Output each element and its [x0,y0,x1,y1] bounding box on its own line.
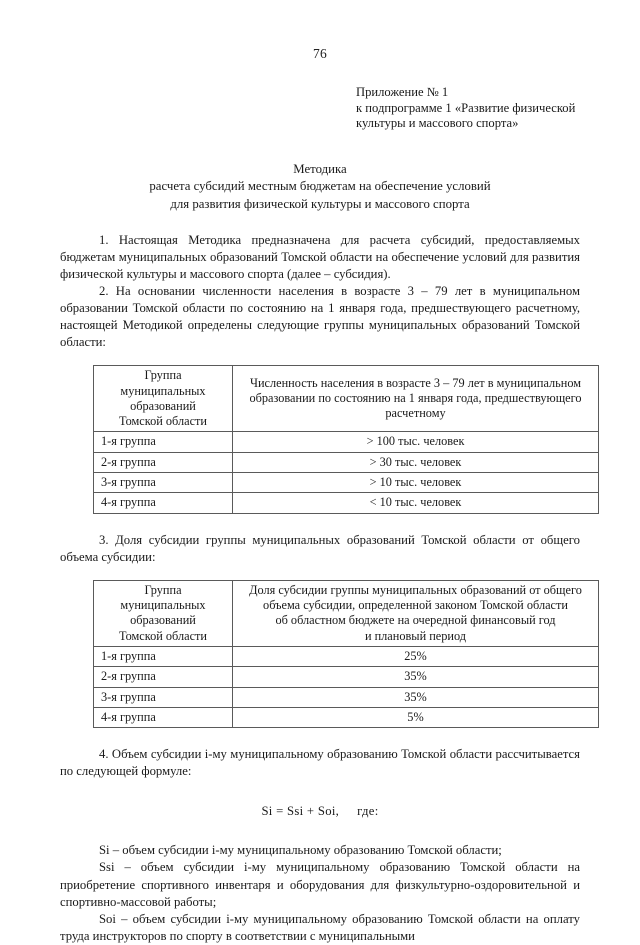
appendix-line-1: Приложение № 1 [356,85,449,99]
t1-row1-group: 1-я группа [94,432,233,452]
t2-h1-line-3: образований [130,613,196,628]
t1-row3-group: 3-я группа [94,473,233,493]
page-number: 76 [313,46,327,61]
table-2-wrapper [60,580,580,728]
formula-where-label: где: [357,804,379,819]
t1-h1-line-3: образований [130,398,196,413]
t2-row2-group: 2-я группа [94,667,233,687]
definition-si: Si – объем субсидии i-му муниципальному образованию Томской области; [99,843,502,858]
intro-paragraphs [60,232,580,352]
t1-h1-line-1: Группа [144,368,182,383]
appendix-reference-block [60,85,580,132]
t1-row4-group: 4-я группа [94,493,233,513]
formula-line [60,804,580,819]
t1-h2-line-1: Численность населения в возрасте 3 – 79 лет в муниципальном [249,375,582,390]
table-row [94,473,599,493]
table-row [94,687,599,707]
definition-ssi: Ssi – объем субсидии i-му муниципальному образованию Томской области на приобретение спортивного инвентаря и оборудования для физкультурно-оздоровительной и спортивно-массовой работы; [60,860,580,909]
table2-header-desc-cell [233,580,599,646]
title-line-2: расчета субсидий местным бюджетам на обеспечение условий [149,179,491,194]
t2-row1-group: 1-я группа [94,646,233,666]
t1-row1-value: > 100 тыс. человек [233,432,599,452]
table-row [94,432,599,452]
table-header-row [94,580,599,646]
formula-definitions [60,842,580,945]
paragraph-2: 2. На основании численности населения в возрасте 3 – 79 лет в муниципальном образовании Томской области по состоянию на 1 января года, предшествующего расчетному, настоящей Методикой определены следующие группы муниципальных образований Томской области: [60,283,580,350]
appendix-line-3: культуры и массового спорта» [356,116,519,131]
population-groups-table [93,365,599,513]
t1-h2-line-3: расчетному [385,406,446,421]
table2-header-group-cell [94,580,233,646]
t2-h2-line-2: объема субсидии, определенной законом Томской области [263,598,568,613]
t2-row1-value: 25% [233,646,599,666]
t1-row3-value: > 10 тыс. человек [233,473,599,493]
table1-header-group-cell [94,366,233,432]
subsidy-share-table [93,580,599,728]
t2-h2-line-1: Доля субсидии группы муниципальных образований от общего [249,582,582,597]
t2-h1-line-2: муниципальных [120,598,206,613]
t2-h2-line-4: и плановый период [364,628,467,643]
t1-row2-value: > 30 тыс. человек [233,452,599,472]
t2-row3-group: 3-я группа [94,687,233,707]
document-title [60,161,580,214]
t1-h1-line-2: муниципальных [120,383,206,398]
page-content [60,0,580,945]
paragraph-4-group [60,746,580,780]
t1-row4-value: < 10 тыс. человек [233,493,599,513]
table-1-wrapper [60,365,580,513]
t2-row4-value: 5% [233,707,599,727]
t2-row2-value: 35% [233,667,599,687]
t2-h2-line-3: об областном бюджете на очередной финансовый год [275,613,556,628]
paragraph-3: 3. Доля субсидии группы муниципальных образований Томской области от общего объема субсидии: [60,532,580,564]
formula-expression: Si = Ssi + Soi, [261,804,340,819]
definition-soi: Soi – объем субсидии i-му муниципальному образованию Томской области на оплату труда инструкторов по спорту в соответствии с муниципальными [60,911,580,943]
appendix-line-2: к подпрограмме 1 «Развитие физической [356,100,576,115]
paragraph-1: 1. Настоящая Методика предназначена для расчета субсидий, предоставляемых бюджетам муниципальных образований Томской области на обеспечение условий для развития физической культуры и массового спорта (далее – субсидия). [60,232,580,281]
t1-h1-line-4: Томской области [119,414,207,429]
t2-h1-line-1: Группа [144,582,182,597]
table-row [94,452,599,472]
table-row [94,667,599,687]
table-row [94,707,599,727]
title-line-1: Методика [293,161,347,176]
t2-h1-line-4: Томской области [119,628,207,643]
table1-header-desc-cell [233,366,599,432]
table-header-row [94,366,599,432]
paragraph-4: 4. Объем субсидии i-му муниципальному образованию Томской области рассчитывается по следующей формуле: [60,747,580,779]
t1-h2-line-2: образовании по состоянию на 1 января года, предшествующего [249,391,582,406]
t2-row3-value: 35% [233,687,599,707]
t2-row4-group: 4-я группа [94,707,233,727]
table-row [94,646,599,666]
paragraph-3-group [60,532,580,566]
t1-row2-group: 2-я группа [94,452,233,472]
title-line-3: для развития физической культуры и массового спорта [170,196,470,211]
table-row [94,493,599,513]
